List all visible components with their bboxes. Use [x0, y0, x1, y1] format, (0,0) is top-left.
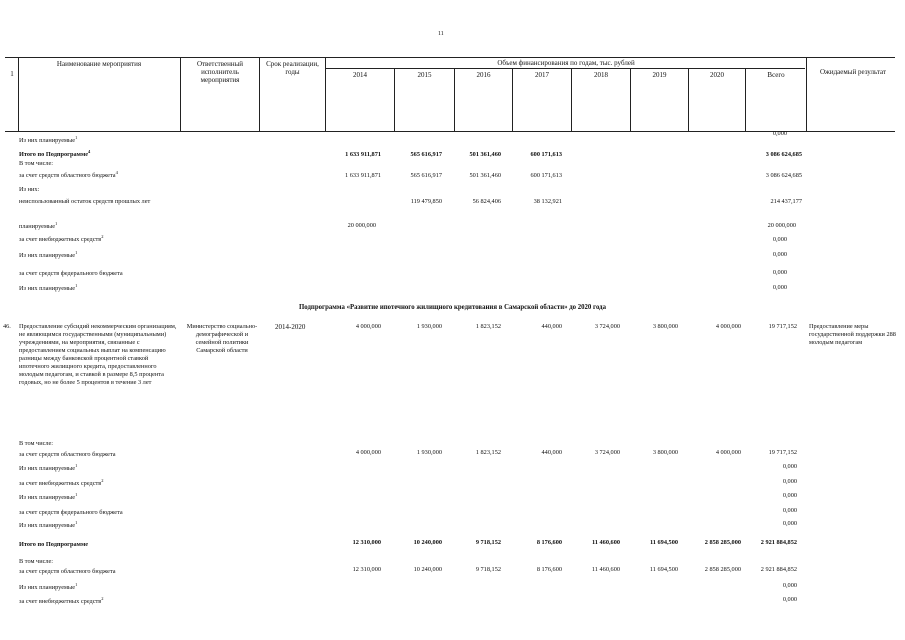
cell: 1 930,000: [416, 449, 442, 456]
cell: 600 171,613: [530, 151, 562, 158]
col-divider: [325, 57, 326, 132]
cell: 56 824,406: [472, 198, 501, 205]
row-label: неиспользованный остаток средств прошлых лет: [19, 198, 151, 205]
cell: 0,000: [782, 520, 797, 527]
row-label: В том числе:: [19, 440, 54, 447]
cell: 11 460,600: [592, 539, 620, 546]
cell: 440,000: [541, 323, 562, 330]
row-label: за счет средств областного бюджета: [19, 568, 116, 575]
header-year-line: [325, 68, 805, 69]
header-year: Всего: [767, 71, 785, 79]
row-label: Из них планируемые$^1$: [19, 491, 78, 501]
cell: 2 858 285,000: [704, 566, 741, 573]
cell: 11 694,500: [649, 566, 678, 573]
row-label: за счет внебюджетных средств$^2$: [19, 477, 104, 487]
header-term: Срок реализации, годы: [266, 60, 319, 76]
header-top-line: [5, 57, 895, 58]
header-responsible: Ответственный исполнитель мероприятия: [196, 60, 244, 84]
cell: 2 921 884,852: [760, 539, 797, 546]
cell: 8 176,600: [536, 566, 562, 573]
row-label: Из них планируемые$^1$: [19, 249, 78, 259]
cell: 565 616,917: [410, 151, 442, 158]
col-divider: [180, 57, 181, 132]
cell: 0,000: [782, 478, 797, 485]
row-total: 3 086 624,685: [765, 172, 802, 179]
cell: 2 858 285,000: [704, 539, 741, 546]
cell: 8 176,600: [536, 539, 562, 546]
row-total: 0,000: [772, 130, 787, 137]
col-divider: [18, 57, 19, 132]
cell: 1 823,152: [475, 323, 501, 330]
row-label: за счет внебюджетных средств$^2$: [19, 595, 104, 605]
cell: 12 310,000: [352, 539, 381, 546]
header-year: 2019: [652, 71, 667, 79]
item-number: 46.: [3, 323, 11, 330]
cell: 3 724,000: [594, 323, 620, 330]
header-year: 2020: [710, 71, 724, 79]
cell: 12 310,000: [352, 566, 381, 573]
cell: 501 361,460: [469, 151, 501, 158]
cell: 11 460,600: [591, 566, 620, 573]
cell: 0,000: [782, 492, 797, 499]
row-label: В том числе:: [19, 558, 54, 565]
cell: 3 800,000: [652, 323, 678, 330]
header-year: 2017: [535, 71, 549, 79]
cell: 20 000,000: [347, 222, 376, 229]
row-total: 214 437,177: [770, 198, 802, 205]
cell: 2 921 884,852: [760, 566, 797, 573]
cell: 0,000: [782, 463, 797, 470]
row-label: Из них:: [19, 186, 40, 193]
row-label: Из них планируемые$^1$: [19, 581, 78, 591]
cell: 119 479,850: [410, 198, 442, 205]
cell: 0,000: [782, 596, 797, 603]
header-year: 2016: [476, 71, 491, 79]
row-label: за счет средств федерального бюджета: [19, 270, 123, 277]
cell: 1 930,000: [416, 323, 442, 330]
page-number: 11: [438, 31, 444, 37]
cell: 19 717,152: [768, 323, 797, 330]
row-label: за счет внебюджетных средств$^2$: [19, 233, 104, 243]
row-total: 0,000: [772, 251, 787, 258]
cell: 4 000,000: [715, 323, 741, 330]
cell: 1 823,152: [475, 449, 501, 456]
row-label: за счет средств областного бюджета: [19, 451, 116, 458]
row-label: Из них планируемые$^1$: [19, 462, 78, 472]
header-financing: Объем финансирования по годам, тыс. рублей: [497, 59, 635, 67]
col-divider: [259, 57, 260, 132]
item-result: Предоставление меры государственной поддержки 288 молодым педагогам: [809, 323, 896, 346]
row-total: 3 086 624,685: [765, 151, 802, 158]
row-label: Из них планируемые$^1$: [19, 282, 78, 292]
header-year: 2014: [353, 71, 367, 79]
cell: 11 694,500: [650, 539, 678, 546]
row-label: В том числе:: [19, 160, 54, 167]
header-result: Ожидаемый результат: [819, 68, 887, 76]
item-term: 2014-2020: [275, 323, 306, 331]
item-responsible: Министерство социально-демографической и семейной политики Самарской области: [186, 323, 258, 354]
cell: 440,000: [541, 449, 562, 456]
cell: 9 718,152: [475, 539, 501, 546]
cell: 4 000,000: [715, 449, 741, 456]
cell: 38 132,921: [533, 198, 562, 205]
row-total: 20 000,000: [767, 222, 796, 229]
row-total: 0,000: [772, 269, 787, 276]
cell: 3 724,000: [594, 449, 620, 456]
cell: 4 000,000: [355, 323, 381, 330]
header-name: Наименование мероприятия: [56, 60, 142, 68]
row-label: за счет средств федерального бюджета: [19, 509, 123, 516]
cell: 4 000,000: [355, 449, 381, 456]
header-year: 2018: [594, 71, 608, 79]
col-divider: [806, 57, 807, 132]
row-label: планируемые$^1$: [19, 220, 58, 230]
header-num: 1: [10, 70, 14, 78]
cell: 0,000: [782, 582, 797, 589]
cell: 600 171,613: [530, 172, 562, 179]
cell: 10 240,000: [413, 539, 442, 546]
header-bottom-line: [5, 131, 895, 132]
cell: 565 616,917: [410, 172, 442, 179]
cell: 10 240,000: [413, 566, 442, 573]
cell: 1 633 911,871: [345, 151, 381, 158]
section-title: Подпрограмма «Развитие ипотечного жилищного кредитования в Самарской области» до 2020 года: [299, 304, 606, 311]
header-year: 2015: [417, 71, 432, 79]
cell: 1 633 911,871: [345, 172, 381, 179]
row-total: 0,000: [772, 284, 787, 291]
row-label: Итого по Подпрограмме$^4$: [19, 148, 91, 158]
item-name: Предоставление субсидий некоммерческим организациям, не являющимся государственными (муниципальными) учреждениями, на мероприятия, связанные с предоставлением социальных выплат на компенсацию разницы между банковской процентной ставкой ипотечного жилищного кредита, предоставленного молодым педагогам, и ставкой в размере 8,5 процента годовых, но не более 5 процентов в течение 3 лет: [19, 323, 177, 386]
row-label: Из них планируемые$^1$: [19, 519, 78, 529]
cell: 501 361,460: [469, 172, 501, 179]
cell: 9 718,152: [475, 566, 501, 573]
row-total: 0,000: [772, 236, 787, 243]
cell: 19 717,152: [768, 449, 797, 456]
row-label: Итого по Подпрограмме: [19, 541, 89, 548]
row-label: за счет средств областного бюджета$^4$: [19, 169, 118, 179]
cell: 3 800,000: [652, 449, 678, 456]
cell: 0,000: [782, 507, 797, 514]
row-label: Из них планируемые$^1$: [19, 134, 78, 144]
